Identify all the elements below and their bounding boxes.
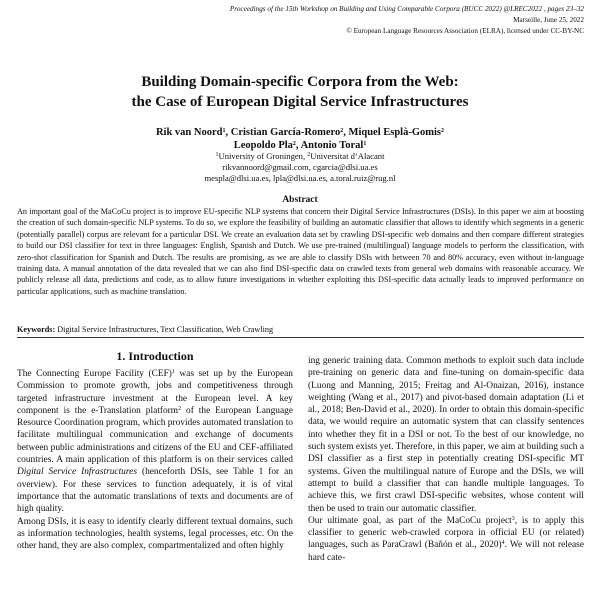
authors-line-1 bbox=[0, 126, 600, 139]
author-affiliation-mark: 2 bbox=[441, 128, 445, 134]
affiliation-mark: 2 bbox=[307, 152, 311, 158]
proceedings-header bbox=[164, 4, 584, 37]
author-affiliation-mark: 2 bbox=[340, 128, 344, 134]
paragraph bbox=[308, 515, 584, 564]
text-run: Our ultimate goal, as part of the MaCoCu project bbox=[308, 515, 512, 526]
author-name: Miquel Esplà-Gomis bbox=[348, 127, 442, 138]
paper-title bbox=[0, 72, 600, 112]
author-affiliation-mark: 1 bbox=[222, 128, 226, 134]
author-name: Cristian García-Romero bbox=[230, 127, 341, 138]
affiliations bbox=[0, 151, 600, 184]
section-heading-introduction: 1. Introduction bbox=[116, 349, 194, 363]
author-separator: , bbox=[295, 140, 301, 151]
text-run: (henceforth DSIs, see Table 1 for an overview). For these services to function adequately, it is of vital importance that the automatic translations of texts and documents are of high quality. bbox=[17, 467, 293, 515]
text-run: , is to apply this classifier to generic web-crawled corpora in official EU (or related) languages, such as ParaCrawl (Bañón et al., 2020) bbox=[308, 515, 584, 551]
text-run: of the European Language Resource Coordination program, which provides automated translation to facilitate multilingual communication and exchange of documents between public administrations and citizens of the EU and CEF-affiliated countries. A main application of this platform is on their services called bbox=[17, 405, 293, 466]
right-column bbox=[308, 355, 584, 564]
header-date: Marseille, June 25, 2022 bbox=[513, 16, 584, 24]
keywords-label: Keywords: bbox=[17, 325, 56, 334]
author-name: Rik van Noord bbox=[155, 127, 223, 138]
author-affiliation-mark: 1 bbox=[363, 141, 367, 147]
title-line-1: Building Domain-specific Corpora from the Web: bbox=[141, 74, 459, 90]
paragraph bbox=[17, 368, 293, 516]
divider bbox=[17, 337, 584, 338]
author-separator: , bbox=[225, 127, 231, 138]
author-affiliation-mark: 2 bbox=[292, 141, 296, 147]
abstract-text: An important goal of the MaCoCu project is to improve EU-specific NLP systems that concern their Digital Service Infrastructures (DSIs). In this paper we aim at boosting the creation of such domain-specific NLP systems. To do so, we explore the feasibility of building an automatic classifier that allows to identify which segments in a generic (potentially parallel) corpus are relevant for a particular DSI. We create an evaluation data set by crawling DSI-specific web domains and then compare different strategies to build our DSI classifier for text in three languages: English, Spanish and Dutch. We use pre-trained (multilingual) language models to perform the classification, with zero-shot classification for Spanish and Dutch. The results are promising, as we are able to classify DSIs with between 70 and 80% accuracy, even without in-language training data. A manual annotation of the data revealed that we can also find DSI-specific data on crawled texts from general web domains with reasonable accuracy. We publicly release all data, predictions and code, as to allow future investigations in whether exploiting this DSI-specific data actually leads to improved performance on particular applications, such as machine translation. bbox=[17, 207, 584, 296]
header-venue: Proceedings of the 15th Workshop on Building and Using Comparable Corpora (BUCC 2022) @LREC2022 , pages 23–32 bbox=[229, 5, 584, 13]
footnote-mark: 1 bbox=[171, 369, 175, 375]
author-list bbox=[0, 126, 600, 152]
title-line-2: the Case of European Digital Service Infrastructures bbox=[131, 94, 469, 110]
abstract-heading: Abstract bbox=[282, 195, 318, 205]
paragraph: Among DSIs, it is easy to identify clearly different textual domains, such as information technologies, health systems, legal processes, etc. On the other hand, they are also complex, compartmentalized and often highly bbox=[17, 516, 293, 552]
affiliation-line bbox=[0, 151, 600, 162]
footnote-mark: 4 bbox=[501, 540, 505, 547]
text-run: . We will not release hard cate- bbox=[308, 540, 584, 563]
author-separator: , bbox=[343, 127, 349, 138]
affiliation-2: Universitat d’Alacant bbox=[310, 151, 385, 161]
email-line-1: rikvannoord@gmail.com, cgarcia@dlsi.ua.es bbox=[222, 162, 378, 172]
emphasis: Digital Service Infrastructures bbox=[17, 467, 137, 478]
author-name: Antonio Toral bbox=[300, 140, 364, 151]
footnote-mark: 3 bbox=[511, 515, 515, 522]
paragraph: ing generic training data. Common methods to exploit such data include pre-training on generic data and fine-tuning on domain-specific data (Luong and Manning, 2015; Freitag and Al-Onaizan, 2016), instance weighting (Wang et al., 2017) and pivot-based domain adaptation (Li et al., 2018; Ben-David et al., 2020). In order to obtain this domain-specific data, we would require an automatic system that can classify sentences into whether they fit in a DSI or not. To the best of our knowledge, no such system exists yet. Therefore, in this paper, we aim at building such a DSI classifier as a first step in potentially creating DSI-specific MT systems. Given the multilingual nature of Europe and the DSIs, we will attempt to build a classifier that can handle multiple languages. To achieve this, we first crawl DSI-specific websites, whose content will then be used to train our automatic classifier. bbox=[308, 356, 584, 514]
left-column bbox=[17, 368, 293, 552]
text-run: was set up by the European Commission to promote growth, jobs and competitiveness through targeted infrastructure investment at the European level. A key component is the e-Translation platform bbox=[17, 369, 293, 416]
keywords bbox=[17, 325, 584, 334]
affiliation-mark: 1 bbox=[215, 152, 219, 158]
header-license: © European Language Resources Association (ELRA), licensed under CC-BY-NC bbox=[346, 27, 584, 35]
affiliation-1: University of Groningen, bbox=[218, 151, 308, 161]
keywords-text: Digital Service Infrastructures, Text Classification, Web Crawling bbox=[55, 325, 274, 334]
email-line-2: mespla@dlsi.ua.es, lpla@dlsi.ua.es, a.toral.ruiz@rug.nl bbox=[204, 173, 396, 183]
footnote-mark: 2 bbox=[178, 405, 182, 412]
text-run: The Connecting Europe Facility (CEF) bbox=[17, 369, 172, 379]
author-name: Leopoldo Pla bbox=[233, 140, 293, 151]
